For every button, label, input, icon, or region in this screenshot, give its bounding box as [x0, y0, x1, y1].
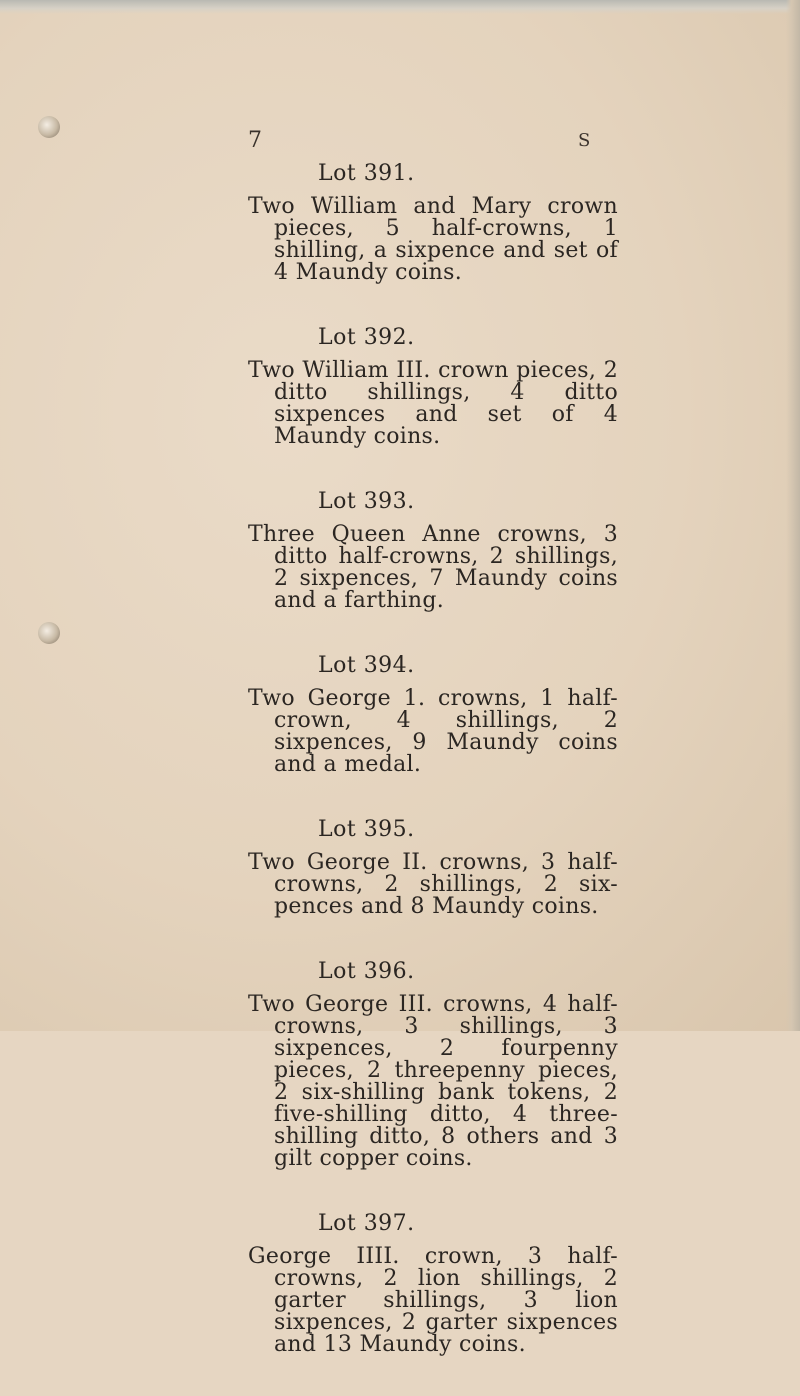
lot-entry [248, 652, 618, 776]
lot-description: Two William and Mary crown pieces, 5 half-crowns, 1 shilling, a sixpence and set of 4 Maundy coins. [248, 194, 618, 285]
page-mark-right: S [578, 130, 591, 151]
lot-heading: Lot 396. [318, 959, 415, 984]
lot-entry [248, 958, 618, 1170]
lot-heading: Lot 395. [318, 817, 415, 842]
lot-entry [248, 160, 618, 284]
lot-description: Two George III. crowns, 4 half-crowns, 3 shillings, 3 sixpences, 2 fourpenny pieces, 2 threepenny pieces, 2 six-shilling bank tokens, 2 five-shilling ditto, 4 three-shilling ditto, 8 others and 3 gilt copper coins. [248, 992, 618, 1171]
lot-heading: Lot 392. [318, 325, 415, 350]
lot-heading: Lot 391. [318, 161, 415, 186]
page-top-edge [0, 0, 800, 14]
lot-entry [248, 488, 618, 612]
lot-entry [248, 1210, 618, 1356]
lot-description: Three Queen Anne crowns, 3 ditto half-crowns, 2 shillings, 2 sixpences, 7 Maundy coins and a farthing. [248, 522, 618, 613]
lot-entry [248, 324, 618, 448]
lot-description: Two George 1. crowns, 1 half-crown, 4 shillings, 2 sixpences, 9 Maundy coins and a medal. [248, 686, 618, 777]
lot-description: Two William III. crown pieces, 2 ditto shillings, 4 ditto sixpences and set of 4 Maundy coins. [248, 358, 618, 449]
lot-description: Two George II. crowns, 3 half-crowns, 2 shillings, 2 six-pences and 8 Maundy coins. [248, 850, 618, 919]
lot-heading: Lot 397. [318, 1211, 415, 1236]
binding-hole-icon [38, 622, 60, 644]
lot-heading: Lot 394. [318, 653, 415, 678]
lot-list [248, 160, 618, 1396]
page-marks [248, 128, 591, 158]
page-right-edge [786, 0, 800, 1031]
lot-description: George IIII. crown, 3 half-crowns, 2 lion shillings, 2 garter shillings, 3 lion sixpences, 2 garter sixpences and 13 Maundy coins. [248, 1244, 618, 1357]
lot-heading: Lot 393. [318, 489, 415, 514]
lot-entry [248, 816, 618, 918]
binding-hole-icon [38, 116, 60, 138]
page-mark-left: 7 [248, 128, 262, 153]
